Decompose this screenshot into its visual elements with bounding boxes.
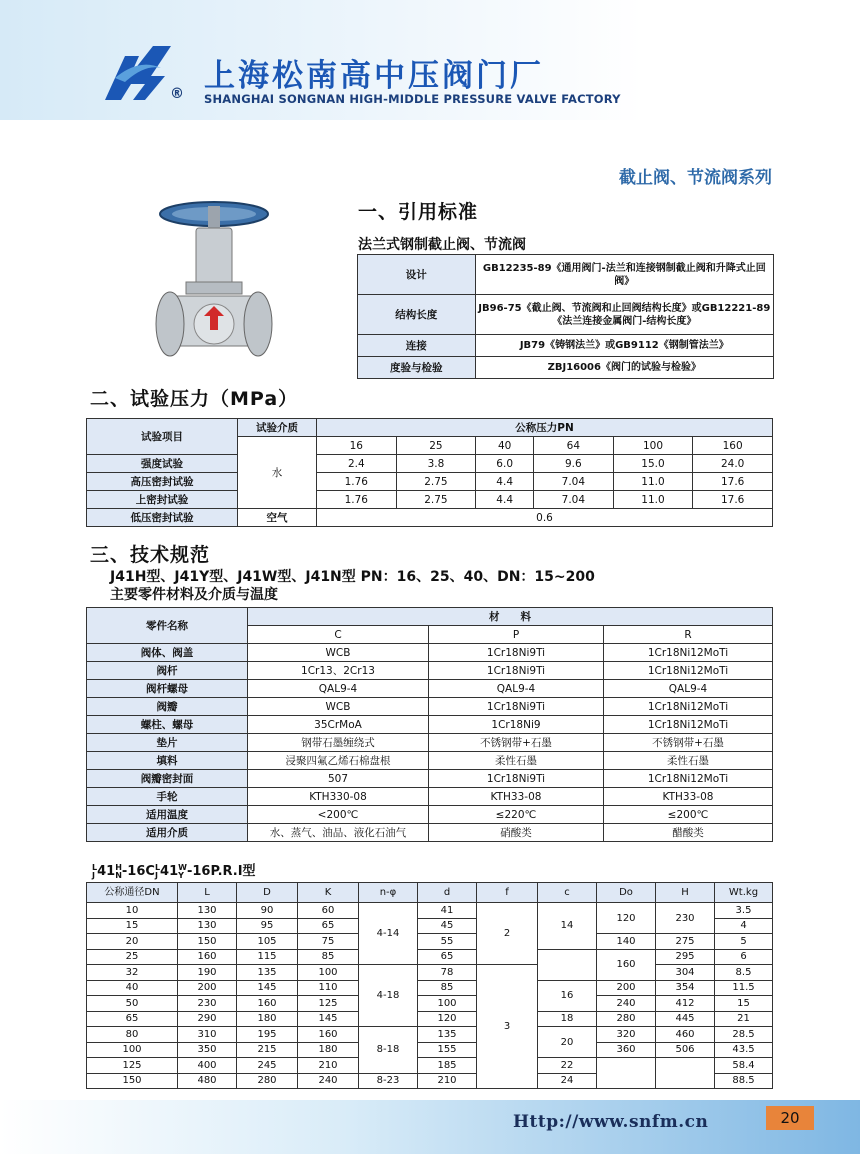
table-row: [87, 980, 773, 996]
cell: 1Cr18Ni12MoTi: [604, 698, 773, 716]
col-dn: 公称通径DN: [87, 883, 178, 903]
part-name: 手轮: [87, 788, 248, 806]
cell: 160: [298, 1027, 359, 1043]
table-row: [87, 455, 773, 473]
cell: 不锈钢带+石墨: [429, 734, 604, 752]
col-wt: Wt.kg: [715, 883, 773, 903]
std-value: JB96-75《截止阀、节流阀和止回阀结构长度》或GB12221-89《法兰连接金属阀门-结构长度》: [475, 295, 773, 335]
pn-value: 100: [613, 437, 693, 455]
cell: 210: [298, 1058, 359, 1074]
cell: 115: [237, 949, 298, 965]
registered-mark: ®: [170, 86, 184, 102]
cell: 14: [538, 903, 597, 950]
cell: 155: [418, 1042, 477, 1058]
col-f: f: [477, 883, 538, 903]
cell: 43.5: [715, 1042, 773, 1058]
table-row: [358, 295, 774, 335]
table-row: [87, 965, 773, 981]
section1-title: 一、引用标准: [358, 201, 479, 223]
cell: 245: [237, 1058, 298, 1074]
cell: 17.6: [693, 491, 773, 509]
cell: 125: [87, 1058, 178, 1074]
cell: 2: [477, 903, 538, 965]
cell: 60: [298, 903, 359, 919]
table-row: [87, 883, 773, 903]
cell: 32: [87, 965, 178, 981]
model-j-top: L: [92, 862, 98, 872]
std-value: ZBJ16006《阀门的试验与检验》: [475, 357, 773, 379]
cell: 4-18: [359, 965, 418, 1027]
company-name-en: SHANGHAI SONGNAN HIGH-MIDDLE PRESSURE VALVE FACTORY: [204, 92, 621, 106]
cell: 507: [248, 770, 429, 788]
cell: 1Cr18Ni9Ti: [429, 698, 604, 716]
materials-table: [86, 607, 773, 842]
table-row: [87, 996, 773, 1012]
col-test-medium: 试验介质: [238, 419, 317, 437]
cell: 280: [597, 1011, 656, 1027]
model-mid: -16C: [121, 864, 155, 879]
section1-subtitle: 法兰式钢制截止阀、节流阀: [358, 237, 526, 253]
cell: 8.5: [715, 965, 773, 981]
cell: 6: [715, 949, 773, 965]
cell: 11.0: [613, 491, 693, 509]
model-designation: [92, 860, 256, 880]
cell: 1.76: [317, 473, 397, 491]
col-nominal-pressure: 公称压力PN: [317, 419, 773, 437]
col-d: D: [237, 883, 298, 903]
cell: 11.0: [613, 473, 693, 491]
cell: 3: [477, 965, 538, 1089]
cell: WCB: [248, 644, 429, 662]
cell: 200: [597, 980, 656, 996]
table-row: [87, 770, 773, 788]
row-label: 低压密封试验: [87, 509, 238, 527]
cell: QAL9-4: [429, 680, 604, 698]
cell: 8-23: [359, 1073, 418, 1089]
cell: 95: [237, 918, 298, 934]
cell: QAL9-4: [604, 680, 773, 698]
table-row: [87, 806, 773, 824]
cell: 65: [87, 1011, 178, 1027]
table-row: [87, 698, 773, 716]
cell: 200: [178, 980, 237, 996]
section2-title: 二、试验压力（MPa）: [90, 388, 299, 410]
std-key: 结构长度: [358, 295, 476, 335]
pn-value: 40: [476, 437, 534, 455]
table-row: [87, 752, 773, 770]
cell: 275: [656, 934, 715, 950]
cell: 15.0: [613, 455, 693, 473]
cell: QAL9-4: [248, 680, 429, 698]
table-row: [87, 491, 773, 509]
table-row: [87, 716, 773, 734]
col-d-small: d: [418, 883, 477, 903]
cell: 55: [418, 934, 477, 950]
cell: 18: [538, 1011, 597, 1027]
cell: 4.4: [476, 473, 534, 491]
cell: 0.6: [317, 509, 773, 527]
cell: <200℃: [248, 806, 429, 824]
cell: 295: [656, 949, 715, 965]
cell: 105: [237, 934, 298, 950]
col-h: H: [656, 883, 715, 903]
website-link[interactable]: Http://www.snfm.cn: [513, 1112, 709, 1132]
cell: 506: [656, 1042, 715, 1058]
cell: 1Cr18Ni9Ti: [429, 662, 604, 680]
cell: 135: [237, 965, 298, 981]
cell: 9.6: [534, 455, 614, 473]
col-c: C: [248, 626, 429, 644]
col-l: L: [178, 883, 237, 903]
cell: 160: [597, 949, 656, 980]
pn-value: 25: [396, 437, 476, 455]
row-label: 高压密封试验: [87, 473, 238, 491]
table-row: [87, 934, 773, 950]
cell: 22: [538, 1058, 597, 1074]
table-row: [87, 473, 773, 491]
cell: 7.04: [534, 491, 614, 509]
cell: 130: [178, 918, 237, 934]
cell: 24: [538, 1073, 597, 1089]
cell: 45: [418, 918, 477, 934]
cell: 2.75: [396, 473, 476, 491]
cell: 5: [715, 934, 773, 950]
table-row: [358, 255, 774, 295]
table-row: [87, 734, 773, 752]
part-name: 适用温度: [87, 806, 248, 824]
table-row: [87, 1042, 773, 1058]
model-w-bottom: Y: [178, 870, 184, 880]
table-row: [87, 419, 773, 437]
model-w-top: W: [178, 862, 187, 872]
cell: 360: [597, 1042, 656, 1058]
cell: 195: [237, 1027, 298, 1043]
globe-valve-image: [148, 196, 280, 371]
model-h-top: H: [115, 862, 122, 872]
cell: 20: [87, 934, 178, 950]
cell: 100: [87, 1042, 178, 1058]
cell: 190: [178, 965, 237, 981]
model-num2: 41: [160, 864, 179, 879]
part-name: 填料: [87, 752, 248, 770]
cell: 3.5: [715, 903, 773, 919]
cell: [538, 949, 597, 980]
cell: 88.5: [715, 1073, 773, 1089]
cell: 110: [298, 980, 359, 996]
table-row: [87, 644, 773, 662]
table-row: [87, 509, 773, 527]
medium-air: 空气: [238, 509, 317, 527]
col-k: K: [298, 883, 359, 903]
cell: 65: [298, 918, 359, 934]
cell: 150: [87, 1073, 178, 1089]
cell: 120: [418, 1011, 477, 1027]
section3-title: 三、技术规范: [90, 544, 211, 566]
pn-value: 64: [534, 437, 614, 455]
cell: 400: [178, 1058, 237, 1074]
model-h-bottom: N: [115, 870, 122, 880]
cell: 230: [178, 996, 237, 1012]
cell: 17.6: [693, 473, 773, 491]
cell: 6.0: [476, 455, 534, 473]
footer-band: [0, 1100, 860, 1154]
cell: 412: [656, 996, 715, 1012]
model-c-top: L: [154, 862, 161, 872]
cell: 15: [87, 918, 178, 934]
cell: 1Cr18Ni12MoTi: [604, 662, 773, 680]
cell: 21: [715, 1011, 773, 1027]
cell: 240: [298, 1073, 359, 1089]
cell: 浸聚四氟乙烯石棉盘根: [248, 752, 429, 770]
cell: 78: [418, 965, 477, 981]
cell: 28.5: [715, 1027, 773, 1043]
table-row: [358, 357, 774, 379]
part-name: 适用介质: [87, 824, 248, 842]
cell: 1Cr13、2Cr13: [248, 662, 429, 680]
table-row: [87, 608, 773, 626]
table-row: [87, 1058, 773, 1074]
part-name: 阀体、阀盖: [87, 644, 248, 662]
cell: KTH330-08: [248, 788, 429, 806]
col-n-phi: n-φ: [359, 883, 418, 903]
pn-value: 16: [317, 437, 397, 455]
materials-heading: 主要零件材料及介质与温度: [110, 587, 278, 603]
series-title: 截止阀、节流阀系列: [619, 168, 772, 188]
cell: 85: [298, 949, 359, 965]
cell: 354: [656, 980, 715, 996]
row-label: 强度试验: [87, 455, 238, 473]
table-row: [87, 680, 773, 698]
dimensions-table: [86, 882, 773, 1089]
part-name: 阀瓣: [87, 698, 248, 716]
cell: 58.4: [715, 1058, 773, 1074]
cell: 85: [418, 980, 477, 996]
part-name: 螺柱、螺母: [87, 716, 248, 734]
standards-table: [357, 254, 774, 379]
cell: WCB: [248, 698, 429, 716]
cell: 4.4: [476, 491, 534, 509]
cell: 11.5: [715, 980, 773, 996]
std-key: 度验与检验: [358, 357, 476, 379]
model-c-bottom: J: [154, 870, 158, 880]
model-num1: 41: [97, 864, 116, 879]
cell: 41: [418, 903, 477, 919]
cell: 7.04: [534, 473, 614, 491]
part-name: 阀杆螺母: [87, 680, 248, 698]
cell: 1Cr18Ni9: [429, 716, 604, 734]
model-spec-line: J41H型、J41Y型、J41W型、J41N型 PN：16、25、40、DN：15~200: [110, 569, 595, 585]
page-number: 20: [766, 1106, 814, 1130]
cell: ≤220℃: [429, 806, 604, 824]
pressure-table: [86, 418, 773, 527]
part-name: 阀杆: [87, 662, 248, 680]
cell: 445: [656, 1011, 715, 1027]
cell: 钢带石墨缠绕式: [248, 734, 429, 752]
cell: KTH33-08: [604, 788, 773, 806]
cell: 120: [597, 903, 656, 934]
cell: 醋酸类: [604, 824, 773, 842]
cell: 3.8: [396, 455, 476, 473]
cell: 210: [418, 1073, 477, 1089]
cell: 50: [87, 996, 178, 1012]
std-key: 设计: [358, 255, 476, 295]
cell: 150: [178, 934, 237, 950]
col-p: P: [429, 626, 604, 644]
cell: 100: [298, 965, 359, 981]
cell: 180: [298, 1042, 359, 1058]
cell: 310: [178, 1027, 237, 1043]
cell: 145: [298, 1011, 359, 1027]
col-test-item: 试验项目: [87, 419, 238, 455]
cell: 35CrMoA: [248, 716, 429, 734]
cell: 1Cr18Ni9Ti: [429, 770, 604, 788]
cell: 4-14: [359, 903, 418, 965]
row-label: 上密封试验: [87, 491, 238, 509]
cell: 180: [237, 1011, 298, 1027]
cell: 16: [538, 980, 597, 1011]
cell: 1Cr18Ni12MoTi: [604, 644, 773, 662]
cell: 100: [418, 996, 477, 1012]
cell: 160: [178, 949, 237, 965]
cell: 1.76: [317, 491, 397, 509]
cell: 75: [298, 934, 359, 950]
col-r: R: [604, 626, 773, 644]
medium-water: 水: [238, 437, 317, 509]
cell: 80: [87, 1027, 178, 1043]
cell: 145: [237, 980, 298, 996]
cell: 柔性石墨: [429, 752, 604, 770]
std-value: JB79《铸钢法兰》或GB9112《钢制管法兰》: [475, 335, 773, 357]
cell: 350: [178, 1042, 237, 1058]
cell: 硝酸类: [429, 824, 604, 842]
col-material: 材 料: [248, 608, 773, 626]
cell: 140: [597, 934, 656, 950]
cell: 304: [656, 965, 715, 981]
table-row: [87, 949, 773, 965]
col-do: Do: [597, 883, 656, 903]
table-row: [358, 335, 774, 357]
cell: 130: [178, 903, 237, 919]
model-tail: -16P.R.I型: [186, 864, 256, 879]
model-j-bottom: J: [92, 870, 95, 880]
cell: 1Cr18Ni9Ti: [429, 644, 604, 662]
cell: 柔性石墨: [604, 752, 773, 770]
cell: ≤200℃: [604, 806, 773, 824]
cell: 15: [715, 996, 773, 1012]
cell: 125: [298, 996, 359, 1012]
table-row: [87, 788, 773, 806]
table-row: [87, 1011, 773, 1027]
table-row: [87, 1027, 773, 1043]
col-c: c: [538, 883, 597, 903]
cell: [597, 1058, 656, 1089]
cell: 1Cr18Ni12MoTi: [604, 770, 773, 788]
cell: 160: [237, 996, 298, 1012]
cell: KTH33-08: [429, 788, 604, 806]
cell: 2.75: [396, 491, 476, 509]
company-name-cn: 上海松南高中压阀门厂: [204, 58, 544, 94]
cell: 480: [178, 1073, 237, 1089]
std-value: GB12235-89《通用阀门-法兰和连接钢制截止阀和升降式止回阀》: [475, 255, 773, 295]
cell: [656, 1058, 715, 1089]
cell: 135: [418, 1027, 477, 1043]
cell: 240: [597, 996, 656, 1012]
cell: 25: [87, 949, 178, 965]
cell: 290: [178, 1011, 237, 1027]
cell: 320: [597, 1027, 656, 1043]
table-row: [87, 824, 773, 842]
cell: 1Cr18Ni12MoTi: [604, 716, 773, 734]
cell: 10: [87, 903, 178, 919]
cell: 2.4: [317, 455, 397, 473]
table-row: [87, 662, 773, 680]
col-part-name: 零件名称: [87, 608, 248, 644]
part-name: 阀瓣密封面: [87, 770, 248, 788]
cell: 215: [237, 1042, 298, 1058]
cell: 185: [418, 1058, 477, 1074]
pn-value: 160: [693, 437, 773, 455]
std-key: 连接: [358, 335, 476, 357]
part-name: 垫片: [87, 734, 248, 752]
cell: 24.0: [693, 455, 773, 473]
cell: 40: [87, 980, 178, 996]
cell: 460: [656, 1027, 715, 1043]
cell: 280: [237, 1073, 298, 1089]
table-row: [87, 903, 773, 919]
cell: 65: [418, 949, 477, 965]
cell: 90: [237, 903, 298, 919]
cell: 4: [715, 918, 773, 934]
cell: 水、蒸气、油品、液化石油气: [248, 824, 429, 842]
cell: 230: [656, 903, 715, 934]
cell: 20: [538, 1027, 597, 1058]
cell: 不锈钢带+石墨: [604, 734, 773, 752]
cell: 8-18: [359, 1027, 418, 1074]
